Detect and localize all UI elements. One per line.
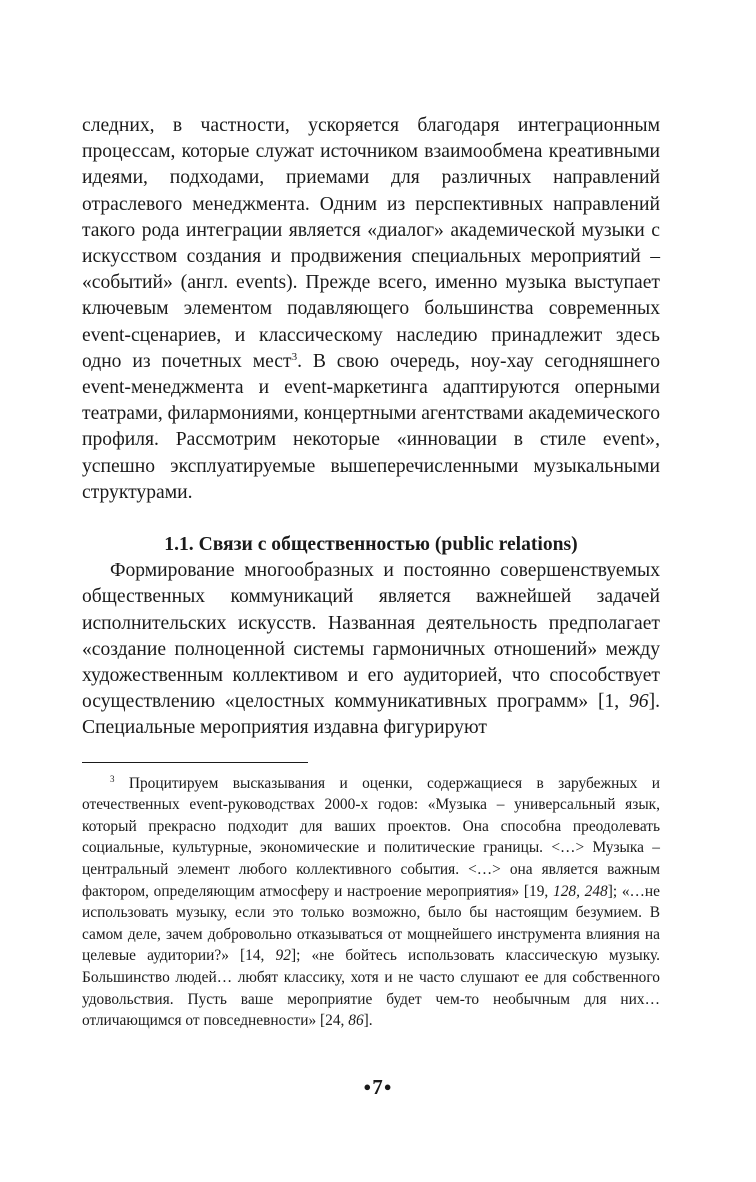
paragraph-text: . В свою очередь, ноу-хау сегодняшнего event-менеджмента и event-маркетинга адаптируются оперными театрами, филармониями, концертными агентствами академического профиля. Рассмотрим некоторые «инновации в стиле event», успешно эксплуатируемые вышеперечисленными музыкальными структурами. [82,350,660,503]
citation-page: 128, 248 [553,882,608,900]
citation-page: 86 [348,1012,364,1030]
footnote-text: ]; «…не использовать музыку, если это только возможно, было бы настоящим безумием. В самом деле, зачем добровольно отказываться от мощнейшего инструмента влияния на целевые аудитории?» [14, [82,882,660,965]
section-heading: 1.1. Связи с общественностью (public relations) [164,534,578,556]
main-text [82,113,660,742]
footnote-text: ]. [363,1012,373,1030]
page-body [82,113,660,1032]
page-number-value: 7 [372,1075,384,1099]
footnote-number: 3 [110,773,115,784]
paragraph-text: следних, в частности, ускоряется благодаря интеграционным процессам, которые служат источником взаимообмена креативными идеями, подходами, приемами для различных направлений отраслевого менеджмента. Одним из перспективных направлений такого рода интеграции является «диалог» академической музыки с искусством создания и продвижения специальных мероприятий – «событий» (англ. events). Прежде всего, именно музыка выступает ключевым элементом подавляющего большинства современных event-сценариев, и классическому наследию принадлежит здесь одно из почетных мест [82,115,660,372]
citation-page: 96 [628,691,649,713]
footnote-reference[interactable]: 3 [291,350,298,363]
footnote-text: Процитируем высказывания и оценки, содержащиеся в зарубежных и отечественных event-руководствах 2000-х годов: «Музыка – универсальный язык, который прекрасно подходит для ваших проектов. Она способна преодолевать социальные, культурные, экономические и политические границы. <…> Музыка – центральный элемент любого коллективного события. <…> она является важным фактором, определяющим атмосферу и настроение мероприятия» [19, [82,774,660,900]
footnote-divider [82,762,308,763]
paragraph-text: ]. Специальные мероприятия издавна фигурируют [82,691,660,739]
page-number [0,1075,756,1100]
bullet-icon: ● [363,1079,373,1094]
paragraph-section [82,558,660,741]
paragraph-text: Формирование многообразных и постоянно совершенствуемых общественных коммуникаций является важнейшей задачей исполнительских искусств. Названная деятельность предполагает «создание полноценной системы гармоничных отношений» между художественным коллективом и его аудиторией, что способствует осуществлению «целостных коммуникативных программ» [1, [82,560,660,713]
footnote [82,773,660,1032]
paragraph-continued [82,113,660,506]
bullet-icon: ● [383,1079,393,1094]
footnote-text: ]; «не бойтесь использовать классическую музыку. Большинство людей… любят классику, хотя и не часто слушают ее для собственного удовольствия. Пусть ваше мероприятие будет чем-то необычным для них… отличающимся от повседневности» [24, [82,947,660,1030]
citation-page: 92 [275,947,291,965]
